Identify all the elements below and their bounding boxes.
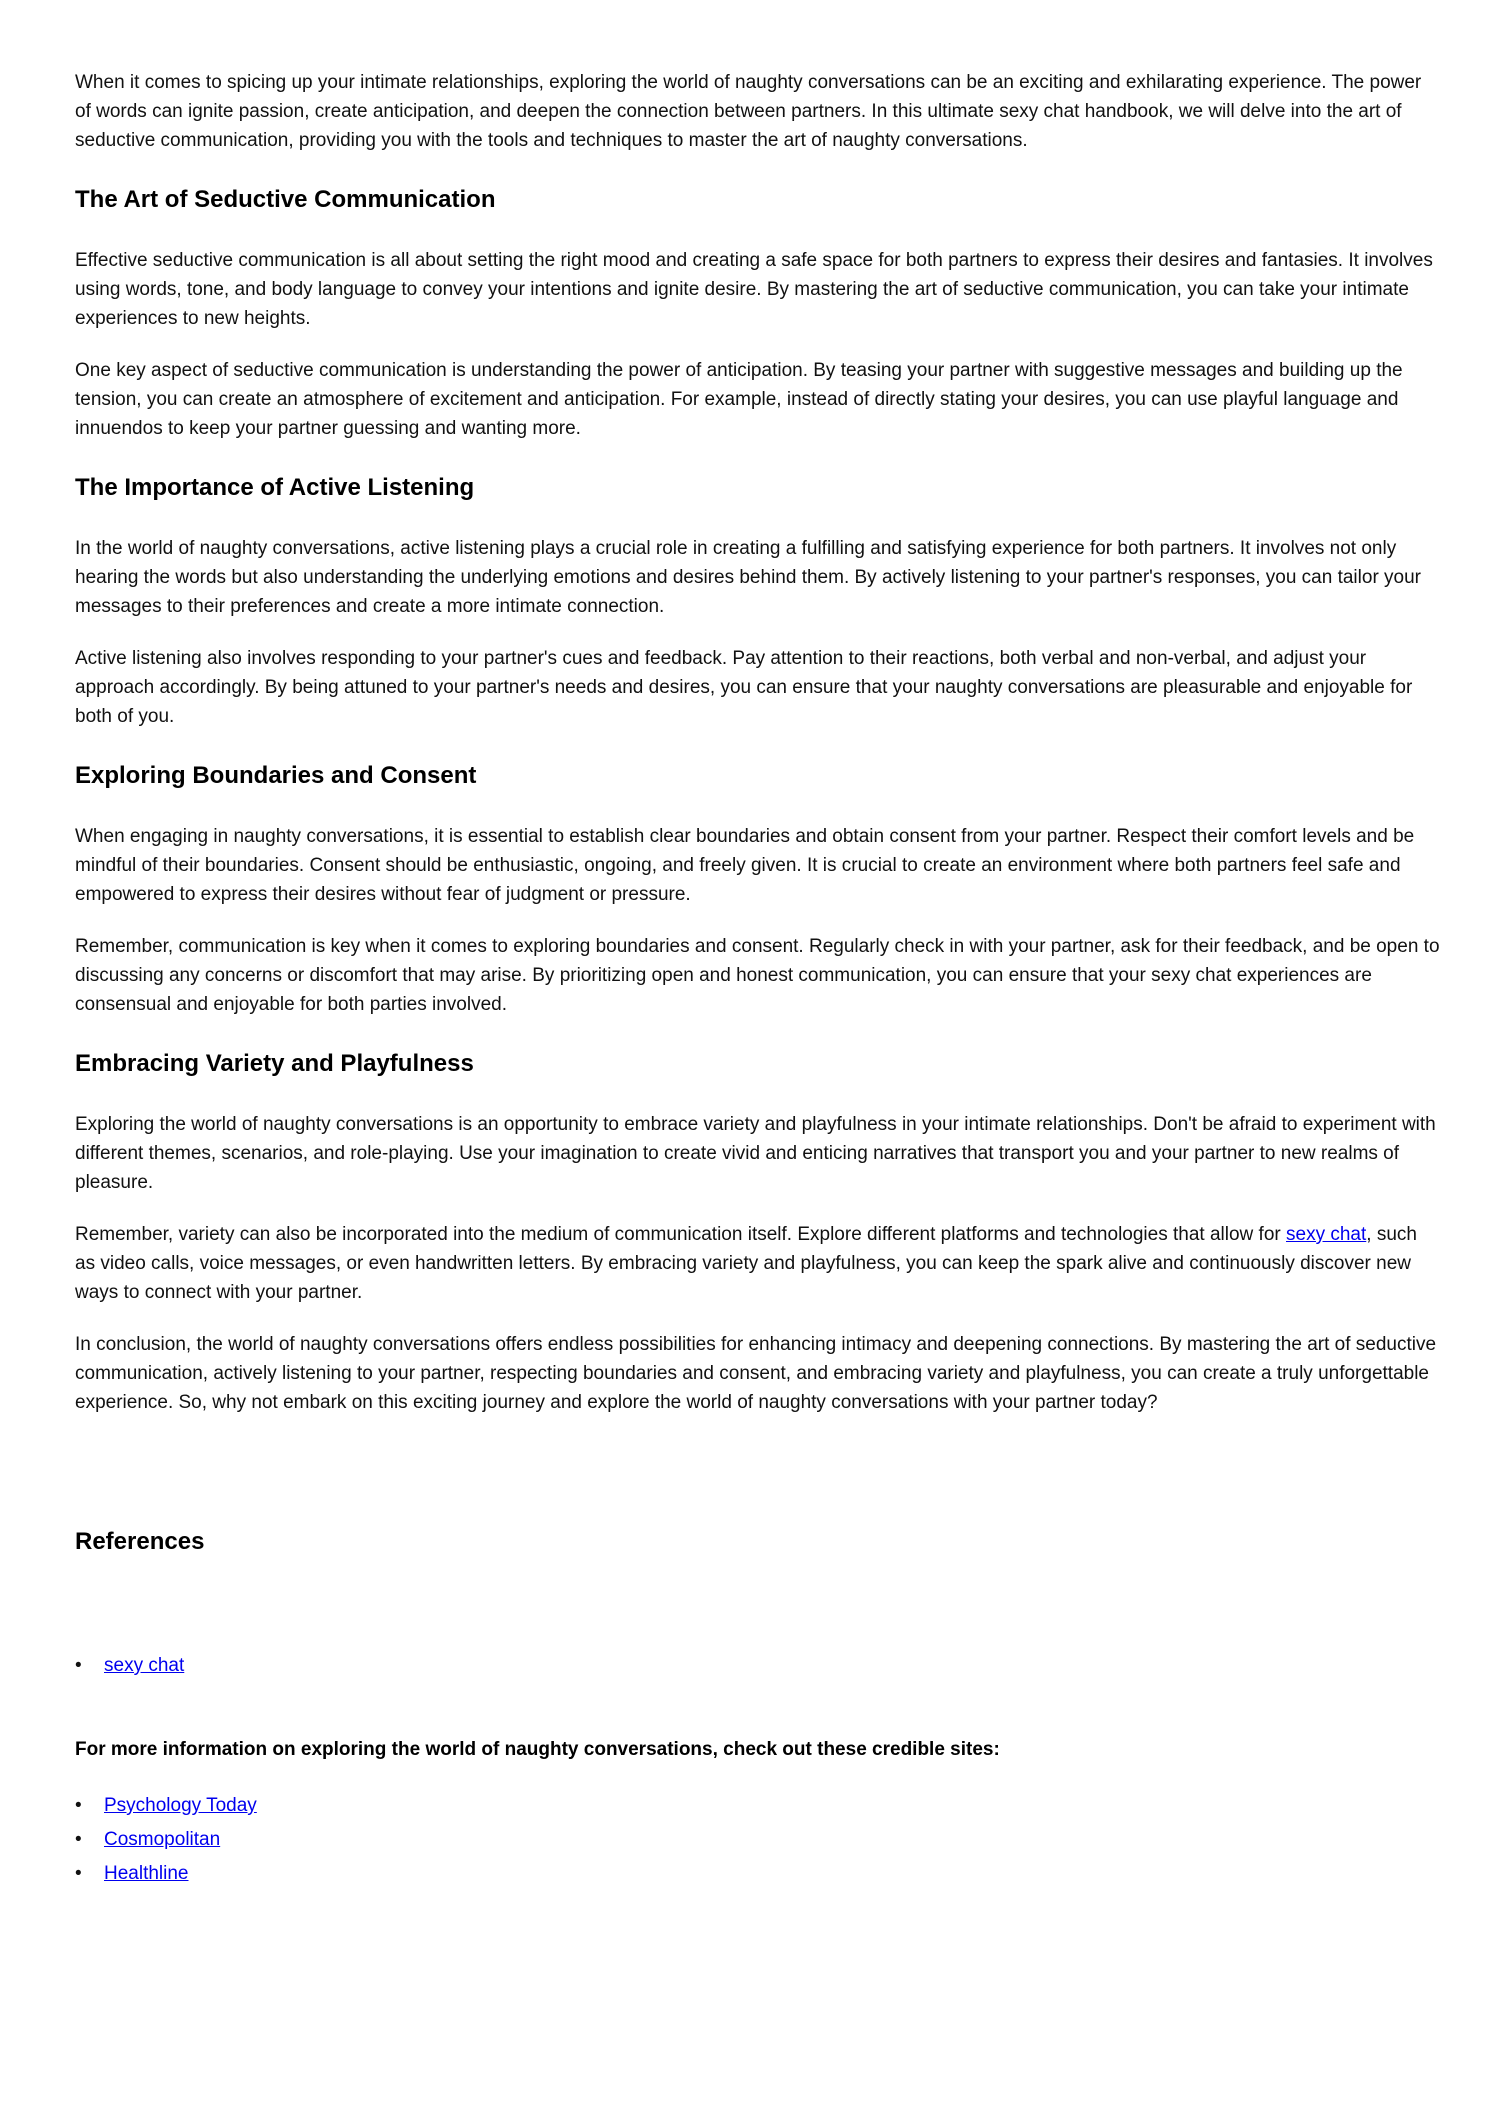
section-heading: Embracing Variety and Playfulness (75, 1050, 474, 1077)
section-heading: Exploring Boundaries and Consent (75, 762, 477, 789)
reference-link-sexy-chat[interactable]: sexy chat (104, 1655, 185, 1676)
bullet: • (75, 1863, 82, 1884)
psychology-today-link[interactable]: Psychology Today (104, 1795, 257, 1816)
paragraph: When engaging in naughty conversations, it is essential to establish clear boundaries and obtain consent from your partner. Respect their comfort levels and be mindful of their boundaries. Consent should be enthusiastic, ongoing, and freely given. It is crucial to create an environment where both partners feel safe and empowered to express their desires without fear of judgment or pressure. (75, 826, 1415, 905)
intro-paragraph: When it comes to spicing up your intimate relationships, exploring the world of naughty conversations can be an exciting and exhilarating experience. The power of words can ignite passion, create anticipation, and deepen the connection between partners. In this ultimate sexy chat handbook, we will delve into the art of seductive communication, providing you with the tools and techniques to master the art of naughty conversations. (75, 72, 1422, 151)
paragraph: In the world of naughty conversations, active listening plays a crucial role in creating a fulfilling and satisfying experience for both partners. It involves not only hearing the words but also understanding the underlying emotions and desires behind them. By actively listening to your partner's responses, you can tailor your messages to their preferences and create a more intimate connection. (75, 538, 1422, 617)
paragraph: Effective seductive communication is all about setting the right mood and creating a safe space for both partners to express their desires and fantasies. It involves using words, tone, and body language to convey your intentions and ignite desire. By mastering the art of seductive communication, you can take your intimate experiences to new heights. (75, 250, 1433, 329)
references-list (75, 1651, 1440, 1680)
paragraph: Active listening also involves responding to your partner's cues and feedback. Pay attention to their reactions, both verbal and non-verbal, and adjust your approach accordingly. By being attuned to your partner's needs and desires, you can ensure that your naughty conversations are pleasurable and enjoyable for both of you. (75, 648, 1413, 727)
bullet: • (75, 1655, 82, 1676)
cosmopolitan-link[interactable]: Cosmopolitan (104, 1829, 221, 1850)
paragraph-text: , such as video calls, voice messages, or even handwritten letters. By embracing variety and playfulness, you can keep the spark alive and continuously discover new ways to connect with your partner. (75, 1224, 1417, 1303)
bullet: • (75, 1795, 82, 1816)
paragraph: One key aspect of seductive communication is understanding the power of anticipation. By teasing your partner with suggestive messages and building up the tension, you can create an atmosphere of excitement and anticipation. For example, instead of directly stating your desires, you can use playful language and innuendos to keep your partner guessing and wanting more. (75, 360, 1403, 439)
paragraph: Remember, communication is key when it comes to exploring boundaries and consent. Regularly check in with your partner, ask for their feedback, and be open to discussing any concerns or discomfort that may arise. By prioritizing open and honest communication, you can ensure that your sexy chat experiences are consensual and enjoyable for both parties involved. (75, 936, 1440, 1015)
paragraph (75, 1220, 1440, 1307)
paragraph: Exploring the world of naughty conversations is an opportunity to embrace variety and playfulness in your intimate relationships. Don't be afraid to experiment with different themes, scenarios, and role-playing. Use your imagination to create vivid and enticing narratives that transport you and your partner to new realms of pleasure. (75, 1114, 1436, 1193)
list-item (75, 1651, 1440, 1680)
healthline-link[interactable]: Healthline (104, 1863, 189, 1884)
paragraph-text: Remember, variety can also be incorporated into the medium of communication itself. Explore different platforms and technologies that allow for (75, 1224, 1286, 1245)
bullet: • (75, 1829, 82, 1850)
list-item (75, 1825, 1440, 1854)
credible-sites-list (75, 1791, 1440, 1888)
more-info-text: For more information on exploring the world of naughty conversations, check out these credible sites: (75, 1739, 1000, 1760)
references-heading: References (75, 1528, 205, 1555)
conclusion-paragraph: In conclusion, the world of naughty conversations offers endless possibilities for enhancing intimacy and deepening connections. By mastering the art of seductive communication, actively listening to your partner, respecting boundaries and consent, and embracing variety and playfulness, you can create a truly unforgettable experience. So, why not embark on this exciting journey and explore the world of naughty conversations with your partner today? (75, 1334, 1437, 1413)
list-item (75, 1791, 1440, 1820)
section-heading: The Importance of Active Listening (75, 474, 475, 501)
sexy-chat-inline-link[interactable]: sexy chat (1286, 1224, 1367, 1245)
list-item (75, 1859, 1440, 1888)
section-heading: The Art of Seductive Communication (75, 186, 496, 213)
